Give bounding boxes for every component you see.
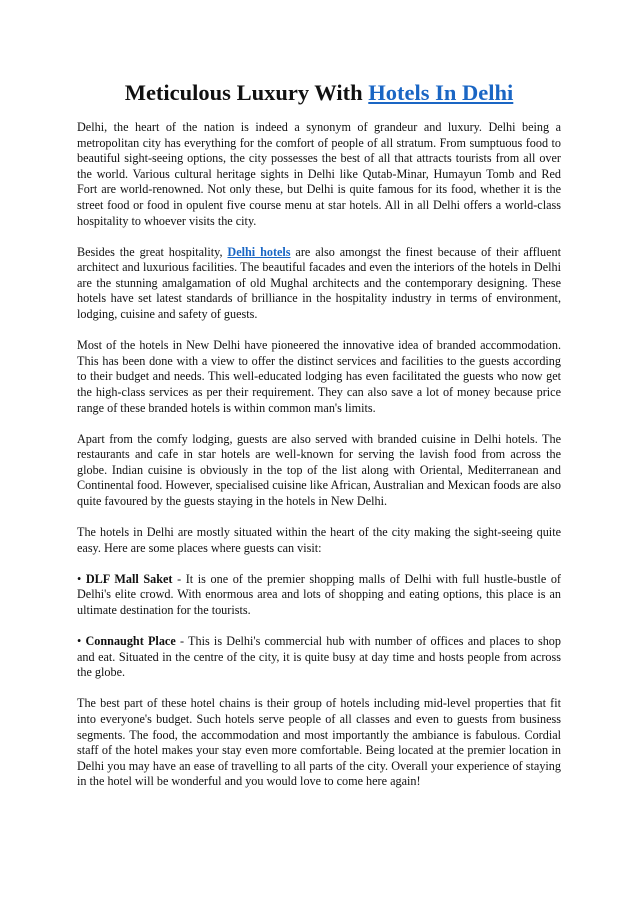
bullet-text: - This is Delhi's commercial hub with number of offices and places to shop and eat. Situated in the centre of the city, it is quite busy at day time and hosts people from across the globe. <box>77 634 561 680</box>
paragraph-conclusion: The best part of these hotel chains is their group of hotels including mid-level properties that fit into everyone's budget. Such hotels serve people of all classes and even to guests from business segments. The food, the accommodation and most importantly the ambiance is fabulous. Cordial staff of the hotel makes your stay even more comfortable. Being located at the premier location in Delhi you may have an ease of travelling to all parts of the city. Overall your experience of staying in the hotel will be wonderful and you would love to come here again! <box>77 696 561 789</box>
bullet-marker: • <box>77 571 86 586</box>
title-prefix: Meticulous Luxury With <box>124 80 369 105</box>
hotels-in-delhi-link[interactable]: Hotels In Delhi <box>368 80 514 105</box>
paragraph-cuisine: Apart from the comfy lodging, guests are also served with branded cuisine in Delhi hotels. The restaurants and cafe in star hotels are well-known for serving the lavish food from across the globe. Indian cuisine is obviously in the top of the list along with Oriental, Mediterranean and Continental food. However, specialised cuisine like African, Australian and Mexican foods are also quite favoured by the guests staying in the hotels in New Delhi. <box>77 431 561 508</box>
bullet-connaught-place <box>77 634 561 681</box>
paragraph-text: are also amongst the finest because of their affluent architect and luxurious facilities. The beautiful facades and even the interiors of the hotels in Delhi are the stunning amalgamation of old Mughal architects and the contemporary designing. These hotels have set latest standards of brilliance in the hospitality industry in terms of environment, lodging, cuisine and safety of guests. <box>77 244 562 322</box>
page-title <box>77 78 561 108</box>
bullet-dlf-mall <box>77 572 561 619</box>
delhi-hotels-link[interactable]: Delhi hotels <box>227 244 291 259</box>
bullet-text: - It is one of the premier shopping malls of Delhi with full hustle-bustle of Delhi's elite crowd. With enormous area and lots of shopping and eating options, this place is an ultimate destination for the tourists. <box>77 571 561 617</box>
bullet-marker: • <box>77 634 86 649</box>
paragraph-location: The hotels in Delhi are mostly situated within the heart of the city making the sight-seeing quite easy. Here are some places where guests can visit: <box>77 525 561 555</box>
paragraph-hospitality <box>77 245 561 323</box>
paragraph-branded-accommodation: Most of the hotels in New Delhi have pioneered the innovative idea of branded accommodation. This has been done with a view to offer the distinct services and facilities to the guests according to their budget and needs. This well-educated lodging has even facilitated the guests who now get the high-class services as per their requirement. They can also save a lot of money because price range of these branded hotels is within common man's limits. <box>77 338 561 415</box>
paragraph-text: Besides the great hospitality, <box>77 244 228 259</box>
paragraph-intro: Delhi, the heart of the nation is indeed a synonym of grandeur and luxury. Delhi being a metropolitan city has everything for the comfort of people of all stratum. From sumptuous food to beautiful sight-seeing options, the city possesses the best of all that attracts tourists from all over the world. Various cultural heritage sights in Delhi like Qutab-Minar, Humayun Tomb and Red Fort are world-renowned. Not only these, but Delhi is quite famous for its food, whether it is the street food or food in opulent five course menu at star hotels. All in all Delhi offers a world-class hospitality to whoever visits the city. <box>77 120 561 228</box>
bullet-title: DLF Mall Saket <box>85 571 173 586</box>
bullet-title: Connaught Place <box>85 634 176 649</box>
